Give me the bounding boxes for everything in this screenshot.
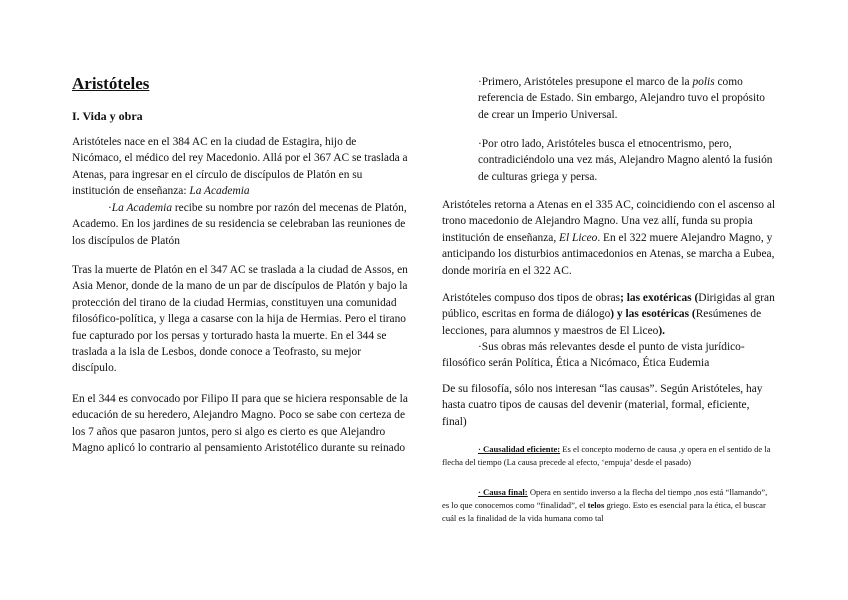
note-causalidad-eficiente bbox=[442, 443, 776, 469]
paragraph-causas bbox=[442, 381, 776, 430]
paragraph-text: ·Sus obras más relevantes desde el punto de vista jurídico-filosófico serán Política, Ética a Nicómaco, Ética Eudemia bbox=[442, 341, 745, 370]
exotericas-bold: ; las exotéricas ( bbox=[620, 292, 699, 304]
bullet-dot: · bbox=[108, 202, 112, 214]
paragraph-obras bbox=[442, 290, 776, 339]
paragraph-obras-relevantes bbox=[442, 339, 776, 372]
section-heading: I. Vida y obra bbox=[72, 109, 143, 123]
paragraph-text: Aristóteles retorna a Atenas en el 335 AC, coincidiendo con el ascenso al trono macedonio de Alejandro Magno. Una vez allí, funda su propia institución de enseñanza, bbox=[442, 199, 776, 244]
paragraph-filipo bbox=[72, 391, 408, 457]
paragraph-text: De su filosofía, sólo nos interesan “las causas”. Según Aristóteles, hay hasta cuatro tipos de causas del devenir (material, formal, eficiente, final) bbox=[442, 383, 763, 428]
paragraph-text: En el 344 es convocado por Filipo II para que se hiciera responsable de la educación de su heredero, Alejandro Magno. Poco se sabe con certeza de los 7 años que pasaron juntos, pero si algo es cierto es que Alejandro Magno aplicó lo contrario al pensamiento Aristotélico durante su reinado bbox=[72, 393, 408, 455]
paragraph-text: Aristóteles compuso dos tipos de obras bbox=[442, 292, 621, 304]
paragraph-text: ·Primero, Aristóteles presupone el marco de la bbox=[478, 76, 693, 88]
paragraph-birth bbox=[72, 134, 408, 200]
paragraph-polis bbox=[478, 74, 776, 123]
paragraph-text: . En el 322 muere Alejandro Magno, y anticipando los disturbios antimacedonios en Atenas, se marcha a Eubea, donde moriría en el 322 AC. bbox=[442, 231, 775, 277]
note-text: griego. Esto es esencial para la ética, el buscar cuál es la finalidad de la vida humana como tal bbox=[442, 500, 766, 523]
causalidad-eficiente-label: · Causalidad eficiente: bbox=[478, 444, 561, 454]
paragraph-text: Dirigidas al gran público, escritas en forma de diálogo bbox=[442, 292, 775, 321]
paragraph-academia bbox=[72, 200, 408, 249]
liceo-italic: El Liceo bbox=[559, 231, 598, 244]
paragraph-text: Resúmenes de lecciones, para alumnos y maestros de El Liceo bbox=[442, 308, 762, 337]
causa-final-label: · Causa final: bbox=[478, 487, 528, 497]
paragraph-text: ). bbox=[658, 324, 666, 337]
note-text: Es el concepto moderno de causa ,y opera en el sentido de la flecha del tiempo (La causa precede al efecto, ‘empuja’ desde el pasado) bbox=[442, 444, 771, 467]
telos-bold: telos bbox=[587, 500, 605, 510]
academia-italic: La Academia bbox=[111, 202, 173, 214]
paragraph-etnocentrismo bbox=[478, 136, 776, 185]
academia-italic: La Academia bbox=[189, 185, 250, 198]
esotericas-bold: ) y las esotéricas ( bbox=[610, 308, 696, 321]
polis-italic: polis bbox=[692, 76, 715, 88]
page-title: Aristóteles bbox=[72, 74, 150, 93]
paragraph-text: Aristóteles nace en el 384 AC en la ciudad de Estagira, hijo de Nicómaco, el médico del rey Macedonio. Allá por el 367 AC se traslada a Atenas, para ingresar en el círculo de discípulos de Platón en su institución de enseñanza: bbox=[72, 136, 408, 198]
paragraph-text: Tras la muerte de Platón en el 347 AC se traslada a la ciudad de Assos, en Asia Menor, donde de la mano de un par de discípulos de Platón y bajo la protección del tirano de la ciudad Hermias, constituyen una comunidad filosófico-política, y llega a casarse con la hija de Hermias. Pero el tirano fue capturado por los persas y torturado hasta la muerte. En el 344 se traslada a la isla de Lesbos, donde conoce a Teofrasto, su mejor discípulo. bbox=[72, 264, 408, 375]
paragraph-text: como referencia de Estado. Sin embargo, Alejandro tuvo el propósito de crear un Imperio Universal. bbox=[478, 76, 766, 121]
paragraph-text: ·Por otro lado, Aristóteles busca el etnocentrismo, pero, contradiciéndolo una vez más, Alejandro Magno alentó la fusión de culturas griega y persa. bbox=[478, 138, 773, 183]
note-causa-final bbox=[442, 486, 776, 525]
note-text: Opera en sentido inverso a la flecha del tiempo ,nos está “llamando”, es lo que conocemos como “finalidad”, el bbox=[442, 487, 768, 510]
paragraph-assos bbox=[72, 262, 408, 377]
paragraph-text: recibe su nombre por razón del mecenas de Platón, Academo. En los jardines de su residencia se celebraban las reuniones de los discípulos de Platón bbox=[72, 202, 407, 247]
paragraph-liceo bbox=[442, 197, 776, 279]
